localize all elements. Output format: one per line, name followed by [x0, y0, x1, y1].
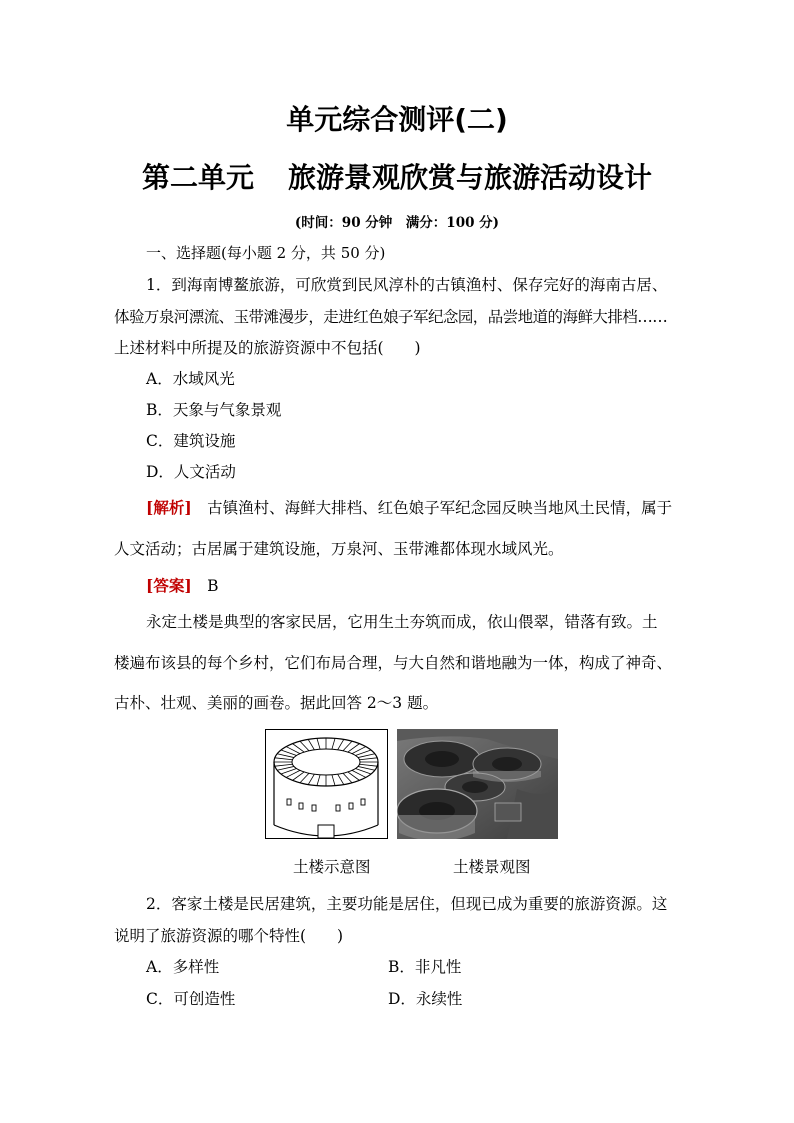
q1-option-b: B．天象与气象景观	[146, 401, 282, 419]
q2-option-a: A．多样性	[146, 958, 220, 976]
caption-schematic: 土楼示意图	[293, 858, 371, 876]
answer-tag: [答案]	[146, 576, 192, 595]
passage-line2: 楼遍布该县的每个乡村，它们布局合理，与大自然和谐地融为一体，构成了神奇、	[114, 654, 673, 672]
q2-line1: 2．客家土楼是民居建筑，主要功能是居住，但现已成为重要的旅游资源。这	[146, 895, 668, 913]
analysis-text: 古镇渔村、海鲜大排档、红色娘子军纪念园反映当地风土民情，属于	[191, 499, 673, 517]
q1-option-d: D．人文活动	[146, 463, 236, 481]
q2-line2: 说明了旅游资源的哪个特性( )	[114, 927, 344, 945]
page-title: 单元综合测评(二)	[286, 103, 508, 136]
q1-analysis-line2: 人文活动；古居属于建筑设施，万泉河、玉带滩都体现水域风光。	[114, 540, 564, 558]
q1-answer	[146, 574, 219, 596]
q1-line3: 上述材料中所提及的旅游资源中不包括( )	[114, 339, 421, 357]
q1-line1: 1．到海南博鳌旅游，可欣赏到民风淳朴的古镇渔村、保存完好的海南古居、	[146, 276, 668, 294]
unit-label: 第二单元	[141, 161, 254, 194]
passage-line3: 古朴、壮观、美丽的画卷。据此回答 2～3 题。	[114, 694, 439, 712]
q1-line2: 体验万泉河漂流、玉带滩漫步，走进红色娘子军纪念园，品尝地道的海鲜大排档……	[114, 308, 668, 326]
q1-option-a: A．水域风光	[146, 370, 235, 388]
q2-option-b: B．非凡性	[388, 958, 462, 976]
analysis-tag: [解析]	[146, 498, 192, 517]
q2-option-d: D．永续性	[388, 990, 463, 1008]
q2-option-c: C．可创造性	[146, 990, 236, 1008]
q1-option-c: C．建筑设施	[146, 432, 236, 450]
q1-analysis	[146, 496, 672, 518]
tulou-landscape-photo	[397, 729, 558, 839]
exam-meta: (时间：90 分钟 满分：100 分)	[294, 215, 500, 231]
section-heading: 一、选择题(每小题 2 分，共 50 分)	[146, 244, 386, 262]
passage-line1: 永定土楼是典型的客家民居，它用生土夯筑而成，依山偎翠，错落有致。土	[146, 613, 658, 631]
caption-photo: 土楼景观图	[453, 858, 531, 876]
tulou-schematic-figure	[265, 729, 388, 839]
unit-name: 旅游景观欣赏与旅游活动设计	[288, 161, 653, 194]
answer-text: B	[191, 577, 219, 595]
unit-title	[0, 156, 794, 196]
